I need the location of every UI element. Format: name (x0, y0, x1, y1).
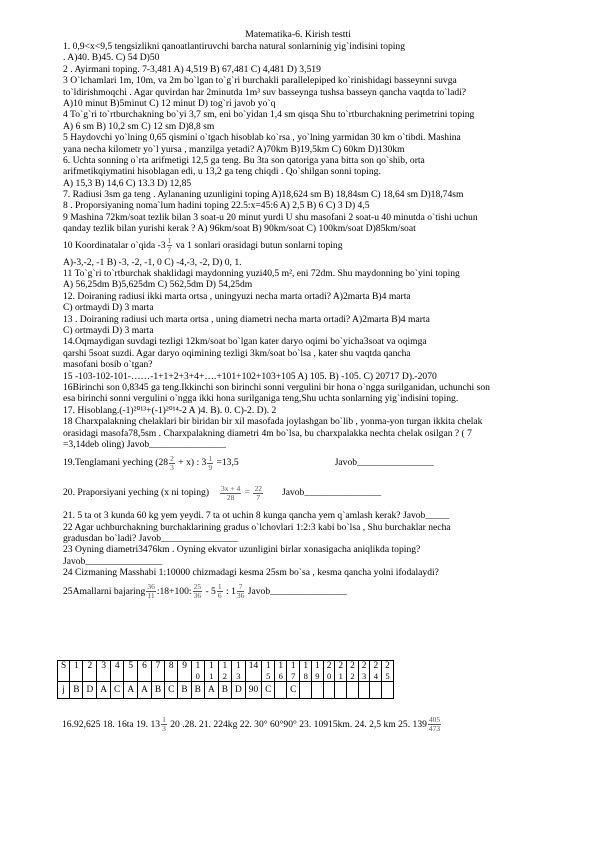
cell-digit-bottom: 3 (362, 671, 367, 681)
cell-digit-top: S (61, 661, 67, 671)
question-number-cell (83, 661, 97, 682)
answer-key-table (57, 660, 394, 699)
question-number-cell (165, 661, 178, 682)
text-line: arifmetikqiymatini hisoblagan edi, u 13,2 ga teng chiqdi . Qo`shilgan sonni toping. (63, 166, 381, 178)
cell-digit-bottom: 0 (326, 671, 332, 681)
cell-digit-top: 5 (128, 661, 134, 671)
answer-cell (275, 682, 287, 699)
text-line: yana necha kilometr yo`l yursa , manzilga yetadi? A)70km B)19,5km C) 60km D)130km (63, 143, 405, 155)
answer-cell: B (218, 682, 231, 699)
cell-digit-top: 14 (248, 661, 259, 671)
q25-fraction-2: $\frac{25}{36}$ (193, 581, 202, 600)
question-number-cell (323, 661, 335, 682)
answer-cell (323, 682, 335, 699)
q10-fraction: $\frac{1}{7}$ (167, 235, 172, 254)
answer-cell: A (138, 682, 152, 699)
answer-cell: C (287, 682, 300, 699)
question-number-cell (70, 661, 83, 682)
text-line: 14.Oqmaydigan suvdagi tezligi 12km/soat bo`lgan kater daryo oqimi bo`yicha3soat va oqimga (63, 336, 427, 348)
cell-digit-top: 2 (338, 661, 344, 671)
question-number-cell (335, 661, 347, 682)
q19-fraction-1: $\frac{2}{3}$ (170, 453, 174, 472)
cell-digit-bottom: 4 (373, 671, 378, 681)
cell-digit-bottom: 1 (338, 671, 343, 681)
text-line: . A)40. B)45. C) 54 D)50 (63, 52, 160, 64)
text-line: 9 Mashina 72km/soat tezlik bilan 3 soat-u 20 minut yurdi U shu masofani 2 soat-u 40 minutda o`tishi uchun (63, 211, 478, 223)
text-line: 23 Oyning diametri3476km . Oyning ekvator uzunligini birlar xonasigacha aniqlikda toping? (63, 544, 421, 556)
answer-row (58, 682, 394, 699)
cell-digit-top: 1 (303, 661, 309, 671)
question-number-cell (312, 661, 324, 682)
answer-cell: B (151, 682, 164, 699)
cell-digit-top: 2 (373, 661, 379, 671)
document-title: Matematika-6. Kirish testti (245, 29, 351, 40)
text-line: 17. Hisoblang.(-1)²⁰¹³+(-1)²⁰¹⁴-2 A )4. B). 0. C)-2. D). 2 (63, 404, 277, 416)
question-number-cell (124, 661, 138, 682)
q25-fraction-4: $\frac{7}{36}$ (236, 581, 245, 600)
answer-cell: B (191, 682, 204, 699)
text-line: 2 . Ayirmani toping. 7-3,481 A) 4,519 B) 67,481 C) 4,481 D) 3,519 (63, 63, 321, 75)
question-19: 19.Tenglamani yeching (28 $\frac{2}{3}$ + x) : 3 $\frac{1}{9}$ =13,5 Javob________________ (63, 453, 434, 472)
answer-cell: C (165, 682, 178, 699)
answer-cell (370, 682, 382, 699)
cell-digit-top: 2 (350, 661, 355, 671)
question-number-cell (58, 661, 70, 682)
question-number-cell (262, 661, 275, 682)
test-body (63, 41, 563, 605)
cell-digit-bottom: 5 (385, 671, 390, 681)
q10-text-end: va 1 sonlari orasidagi butun sonlarni toping (173, 239, 343, 251)
text-line: 1. 0,9<x<9,5 tengsizlikni qanoatlantiruvchi barcha natural sonlarninig yig`indisini toping (63, 41, 406, 52)
text-line: A)-3,-2, -1 B) -3, -2, -1, 0 C) -4,-3, -2, D) 0, 1. (63, 256, 242, 268)
cell-digit-top: 2 (385, 661, 390, 671)
text-line: 6. Uchta sonning o`rta arifmetigi 12,5 ga teng. Bu 3ta son qatoriga yana bitta son qo`shib, orta (63, 154, 425, 166)
answer-cell: C (262, 682, 275, 699)
text-line: masofani bosib o`tgan? (63, 359, 153, 371)
tail-fraction-1: $\frac{1}{3}$ (162, 715, 166, 734)
text-line: 18 Charxpalakning chelaklari bir biridan bir xil masofada joylashgan bo`lib , yonma-yon turgan ikkita chelak (63, 416, 483, 428)
answer-cell (335, 682, 347, 699)
cell-digit-top: 2 (361, 661, 367, 671)
question-number-cell (178, 661, 191, 682)
cell-digit-top: 7 (155, 661, 161, 671)
questions-10-18 (63, 257, 563, 451)
text-line: C) ortmaydi D) 3 marta (63, 324, 154, 336)
text-line: 4 To`g`ri to`rtburchakning bo`yi 3,7 sm, eni bo`yidan 1,4 sm qisqa Shu to`rtburchakning perimetrini toping (63, 109, 475, 121)
cell-digit-top: 1 (265, 661, 271, 671)
question-10 (63, 235, 563, 257)
cell-digit-bottom: 6 (278, 671, 283, 681)
open-answers-line: 16.92,625 18. 16ta 19. 13 $\frac{1}{3}$ 20 .28. 21. 224kg 22. 30° 60°90° 23. 10915km. 24. 2,5 km 25. 139 $\frac{405}{473}$ (62, 715, 441, 734)
questions-21-24 (63, 510, 563, 578)
answer-cell: B (70, 682, 83, 699)
question-number-cell (347, 661, 359, 682)
q25-fraction-1: $\frac{36}{11}$ (147, 581, 155, 600)
text-line: 15 -103-102-101-……-1+1+2+3+4+….+101+102+103+105 A) 105. B) -105. C) 20717 D).-2070 (63, 370, 437, 382)
cell-digit-top: 9 (182, 661, 187, 671)
answer-cell: D (83, 682, 97, 699)
cell-digit-bottom: 1 (209, 671, 214, 681)
cell-digit-top: 8 (168, 661, 174, 671)
question-number-cell (111, 661, 124, 682)
question-25: 25Amallarni bajaring $\frac{36}{11}$ :18+100: $\frac{25}{36}$ - 5 $\frac{1}{6}$ : 1 $\frac{7}{36}$ Javob________________ (63, 581, 347, 600)
cell-digit-bottom: 3 (236, 671, 241, 681)
cell-digit-top: 1 (208, 661, 214, 671)
question-number-cell (358, 661, 370, 682)
answer-cell: j (58, 682, 70, 699)
question-number-cell (300, 661, 312, 682)
text-line: esa birinchi sonni vergulini o`ngga ikki hona surilganiga teng,Shu uchta sonlarning yig`indisini toping. (63, 393, 459, 405)
q25-fraction-3: $\frac{1}{6}$ (217, 581, 222, 600)
text-line: A) 6 sm B) 10,2 sm C) 12 sm D)8,8 sm (63, 120, 215, 132)
cell-digit-top: 1 (278, 661, 284, 671)
text-line: orasidagi masofa78,5sm . Charxpalakning diametri 4m bo`lsa, bu charxpalakka nechta chelak osilgan ? ( 7 (63, 427, 472, 439)
question-number-cell (245, 661, 261, 682)
q20-answer-blank[interactable]: Javob________________ (281, 487, 382, 499)
q25-answer-blank[interactable]: Javob________________ (245, 585, 347, 597)
question-number-cell (151, 661, 164, 682)
cell-digit-bottom: 9 (315, 671, 320, 681)
text-line: 16Birinchi son 0,8345 ga teng.Ikkinchi son birinchi sonni vergulini bir hona o`ngga surilganidan, uchunchi son (63, 381, 490, 393)
text-line: qanday tezlik bilan yurishi kerak ? A) 96km/soat B) 90km/soat C) 100km/soat D)85km/soat (63, 223, 416, 235)
cell-digit-bottom: 2 (222, 671, 227, 681)
text-line: C) ortmaydi D) 3 marta (63, 302, 154, 314)
cell-digit-top: 6 (142, 661, 147, 671)
cell-digit-top: 1 (290, 661, 296, 671)
text-line: 24 Cizmaning Masshabi 1:10000 chizmadagi kesma 25sm bo`sa , kesma qancha yolni ifodalaydi? (63, 567, 439, 579)
tail-fraction-2: $\frac{405}{473}$ (428, 715, 441, 734)
answer-cell (347, 682, 359, 699)
text-line: A) 56,25dm B)5,625dm C) 562,5dm D) 54,25dm (63, 279, 253, 291)
text-line: 21. 5 ta ot 3 kunda 60 kg yem yeydi. 7 ta ot uchin 8 kunga qancha yem q`amlash kerak? Javob_____ (63, 510, 450, 522)
question-number-cell (370, 661, 382, 682)
text-line: A)10 minut B)5minut C) 12 minut D) tog`ri javob yo`q (63, 97, 276, 109)
cell-digit-bottom: 5 (266, 671, 271, 681)
question-number-cell (382, 661, 394, 682)
cell-digit-bottom: 8 (303, 671, 308, 681)
question-number-cell (287, 661, 300, 682)
q10-text: 10 Koordinatalar o`qida -3 (63, 239, 166, 251)
text-line: 11 To`g`ri to`rtburchak shaklidagi maydonning yuzi40,5 m², eni 72dm. Shu maydonning bo`yini toping (63, 268, 460, 280)
text-line: 13 . Doiraning radiusi uch marta ortsa , uning diametri necha marta ortadi? A)2marta B)4 marta (63, 313, 430, 325)
question-number-cell (138, 661, 152, 682)
cell-digit-top: 1 (74, 661, 79, 671)
question-number-cell (275, 661, 287, 682)
text-line: 8 . Proporsiyaning noma`lum hadini toping 22.5:x=45:6 A) 2,5 B) 6 C) 3 D) 4,5 (63, 200, 370, 212)
question-number-cell (218, 661, 231, 682)
answer-cell (382, 682, 394, 699)
answer-cell: 90 (245, 682, 261, 699)
questions-1-9 (63, 41, 563, 235)
answer-cell: C (111, 682, 124, 699)
question-number-cell (97, 661, 111, 682)
question-number-row (58, 661, 394, 682)
cell-digit-top: 3 (101, 661, 106, 671)
cell-digit-top: 1 (315, 661, 320, 671)
text-line: to`ldirishmoqchi . Agar quvirdan har 2minutda 1m³ suv basseynga tushsa basseyn qancha vaqtda to`ladi? (63, 86, 467, 98)
cell-digit-top: 2 (326, 661, 332, 671)
question-number-cell (204, 661, 218, 682)
answer-cell: A (204, 682, 218, 699)
text-line: gradusdan bo`ladi? Javob________________ (63, 533, 238, 545)
text-line: A) 15,3 B) 14,6 C) 13.3 D) 12,85 (63, 177, 192, 189)
question-20: 20. Praporsiyani yeching (x ni toping) $\frac{3x + 4}{28}$ = $\frac{22}{7}$ Javob________________ (63, 483, 382, 502)
answer-cell: D (231, 682, 245, 699)
cell-digit-top: 1 (195, 661, 201, 671)
text-line: 12. Doiraning radiusi ikki marta ortsa , uningyuzi necha marta ortadi? A)2marta B)4 marta (63, 290, 411, 302)
answer-cell (312, 682, 324, 699)
cell-digit-top: 1 (222, 661, 228, 671)
text-line: 5 Haydovchi yo`lning 0,65 qismini o`tgach hisoblab ko`rsa , yo`lning yarmidan 30 km o`tibdi. Mashina (63, 132, 461, 144)
q20-fraction-1: $\frac{3x + 4}{28}$ (221, 483, 241, 502)
question-number-cell (191, 661, 204, 682)
answer-cell (358, 682, 370, 699)
question-number-cell (231, 661, 245, 682)
cell-digit-top: 1 (236, 661, 241, 671)
text-line: Javob________________ (63, 555, 163, 567)
text-line: qarshi 5soat suzdi. Agar daryo oqimining tezligi 3km/soat bo`lsa , kater shu vaqtda qancha (63, 347, 411, 359)
cell-digit-bottom: 0 (195, 671, 200, 681)
q19-answer-blank[interactable]: Javob________________ (334, 457, 434, 469)
q20-fraction-2: $\frac{22}{7}$ (254, 483, 262, 502)
text-line: 3 O`lchamlari 1m, 10m, va 2m bo`lgan to`g`ri burchakli parallelepiped ko`rinishidagi basseynni suvga (63, 75, 457, 87)
cell-digit-bottom: 2 (350, 671, 355, 681)
cell-digit-bottom: 7 (291, 671, 296, 681)
answer-cell: A (97, 682, 111, 699)
text-line: 22 Agar uchburchakning burchaklarining gradus o`lchovlari 1:2:3 kabi bo`lsa , Shu burchaklar necha (63, 521, 451, 533)
answer-cell: A (124, 682, 138, 699)
text-line: 7. Radiusi 3sm ga teng . Aylananing uzunligini toping A)18,624 sm B) 18,84sm C) 18,64 sm D)18,74sm (63, 189, 464, 201)
answer-cell: B (178, 682, 191, 699)
q19-fraction-2: $\frac{1}{9}$ (208, 453, 213, 472)
cell-digit-top: 4 (114, 661, 120, 671)
answer-cell (300, 682, 312, 699)
text-line: =3,14deb oling) Javob________________ (63, 438, 226, 450)
cell-digit-top: 2 (87, 661, 93, 671)
